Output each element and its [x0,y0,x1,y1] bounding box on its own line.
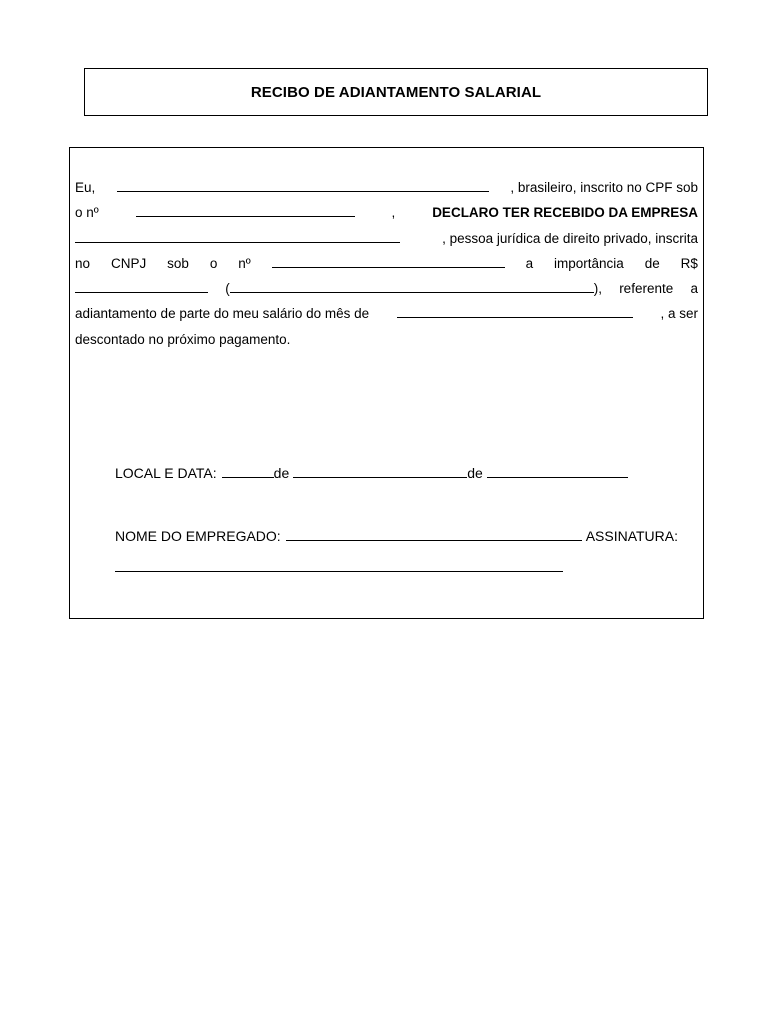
paragraph-line-1 [75,175,698,200]
text-word: a [525,255,534,271]
document-title: RECIBO DE ADIANTAMENTO SALARIAL [250,83,542,101]
text-word: no [75,255,91,271]
text-de: de [467,465,483,481]
text-word: importância [554,255,624,271]
month-name-blank[interactable] [293,462,467,478]
signature-blank[interactable] [115,571,563,572]
text-word: CNPJ [110,255,147,271]
text-word: o [209,255,218,271]
receipt-body-box [69,147,704,619]
day-blank[interactable] [222,462,274,478]
employee-name-field-blank[interactable] [286,525,582,541]
text-eu: Eu, [75,180,96,195]
paragraph-line-4 [75,251,698,276]
text-brasileiro: , brasileiro, inscrito no CPF sob [510,180,698,195]
paragraph-line-5 [75,276,698,301]
month-blank[interactable] [397,303,633,318]
text-word: nº [238,255,251,271]
local-date-line [115,462,628,481]
company-name-blank[interactable] [75,228,400,243]
amount-blank[interactable] [75,278,208,293]
text-open-paren: ( [225,281,230,297]
signature-label: ASSINATURA: [585,528,678,544]
text-de: de [273,465,290,481]
text-word: a [690,281,698,297]
text-word: de [644,255,660,271]
cpf-blank[interactable] [136,202,355,217]
employee-name-blank[interactable] [117,177,489,192]
text-comma: , [391,205,396,221]
declaration-paragraph [75,175,698,352]
paragraph-line-6 [75,301,698,326]
text-word: referente [619,281,674,297]
year-blank[interactable] [487,462,628,478]
text-a-ser: , a ser [660,306,698,322]
amount-words-group [225,276,602,301]
text-word: sob [167,255,189,271]
text-currency: R$ [680,255,698,271]
paragraph-line-2 [75,200,698,225]
employee-name-label: NOME DO EMPREGADO: [115,528,281,544]
text-descontado: descontado no próximo pagamento. [75,331,291,347]
paragraph-line-3 [75,226,698,251]
cnpj-blank[interactable] [272,253,505,268]
title-box [84,68,708,116]
local-date-label: LOCAL E DATA: [115,465,217,481]
text-pessoa-juridica: , pessoa jurídica de direito privado, inscrita [442,230,698,246]
paragraph-line-7 [75,327,698,352]
text-adiantamento: adiantamento de parte do meu salário do mês de [75,306,370,322]
text-declaro: DECLARO TER RECEBIDO DA EMPRESA [432,205,698,221]
text-close-paren: ), [593,281,602,297]
amount-in-words-blank[interactable] [230,278,594,293]
employee-signature-line [115,525,678,544]
text-o-no: o nº [75,205,99,221]
